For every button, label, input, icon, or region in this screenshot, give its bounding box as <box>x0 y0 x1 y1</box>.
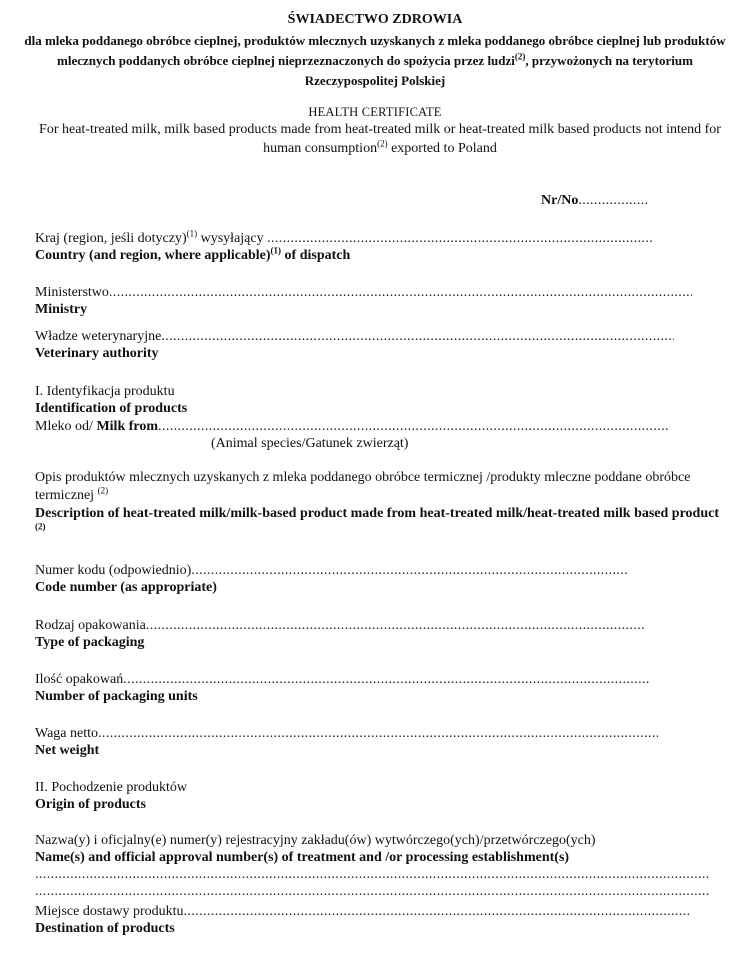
fill-line <box>109 284 692 302</box>
code-label-en: Code number (as appropriate) <box>35 580 217 595</box>
country-label-en-text: Country (and region, where applicable) <box>35 248 271 263</box>
destination-label-pl: Miejsce dostawy produktu <box>35 904 184 919</box>
fill-line <box>191 562 629 580</box>
title-english: HEALTH CERTIFICATE <box>308 105 442 119</box>
milk-from-field[interactable] <box>35 418 668 436</box>
fill-line <box>161 328 674 346</box>
units-label-en: Number of packaging units <box>35 689 198 704</box>
units-label-pl: Ilość opakowań <box>35 672 124 687</box>
subtitle-english <box>20 120 740 158</box>
footnote-ref: (2) <box>514 51 526 62</box>
footnote-ref: (2) <box>377 138 388 149</box>
certificate-number-field[interactable] <box>541 193 648 209</box>
certificate-number-label: Nr/No <box>541 193 579 208</box>
footnote-ref: (1) <box>270 245 282 256</box>
description-label-pl <box>35 469 720 505</box>
subtitle-english-end: exported to Poland <box>387 141 497 156</box>
footnote-ref: (2) <box>35 521 46 532</box>
destination-field[interactable] <box>35 903 689 921</box>
packaging-label-en: Type of packaging <box>35 635 145 650</box>
packaging-units-field[interactable] <box>35 671 650 689</box>
packaging-label-pl: Rodzaj opakowania <box>35 618 146 633</box>
ministry-label-pl: Ministerstwo <box>35 285 109 300</box>
establishment-field-line-2[interactable] <box>35 883 710 901</box>
fill-line <box>184 903 689 921</box>
subtitle-polish-text: dla mleka poddanego obróbce cieplnej, produktów mlecznych uzyskanych z mleka poddanego obróbce cieplnej lub produktów mlecznych poddanych obróbce cieplnej nieprzeznaczonych do spożycia przez ludzi <box>24 33 726 68</box>
description-label-en-text: Description of heat-treated milk/milk-based product made from heat-treated milk/heat-treated milk based product <box>35 506 720 521</box>
subtitle-english-text: For heat-treated milk, milk based products made from heat-treated milk or heat-treated milk based products not intend for human consumption <box>39 122 721 156</box>
subtitle-polish-end: , przywożonych na terytorium Rzeczypospolitej Polskiej <box>304 53 693 88</box>
country-label-en <box>35 247 350 265</box>
subtitle-polish <box>20 31 730 91</box>
establishment-field-line-1[interactable] <box>35 866 710 884</box>
fill-line <box>267 230 653 248</box>
fill-line <box>98 725 658 743</box>
fill-line <box>578 193 648 209</box>
fill-line <box>35 883 710 901</box>
establishment-label-pl: Nazwa(y) i oficjalny(e) numer(y) rejestracyjny zakładu(ów) wytwórczego(ych)/przetwórczego(ych) <box>35 833 596 848</box>
fill-line <box>123 671 650 689</box>
country-label-en-end: of dispatch <box>281 248 351 263</box>
footnote-ref: (2) <box>97 485 109 496</box>
packaging-type-field[interactable] <box>35 617 644 635</box>
fill-line <box>35 866 710 884</box>
section-2-heading-pl: II. Pochodzenie produktów <box>35 780 188 795</box>
section-2-heading-en: Origin of products <box>35 797 146 812</box>
weight-label-en: Net weight <box>35 743 100 758</box>
fill-line <box>146 617 644 635</box>
country-field[interactable] <box>35 230 653 248</box>
description-label-pl-text: Opis produktów mlecznych uzyskanych z mleka poddanego obróbce termicznej /produkty mleczne poddane obróbce termicznej <box>35 470 691 503</box>
title-polish: ŚWIADECTWO ZDROWIA <box>287 12 463 27</box>
net-weight-field[interactable] <box>35 725 658 743</box>
destination-label-en: Destination of products <box>35 921 175 936</box>
ministry-label-en: Ministry <box>35 302 88 317</box>
footnote-ref: (1) <box>186 228 198 239</box>
description-label-en <box>35 505 720 541</box>
ministry-field[interactable] <box>35 284 692 302</box>
weight-label-pl: Waga netto <box>35 726 99 741</box>
country-label-pl: Kraj (region, jeśli dotyczy) <box>35 231 187 246</box>
fill-line <box>158 418 668 436</box>
animal-species-hint: (Animal species/Gatunek zwierząt) <box>211 436 409 451</box>
vet-label-pl: Władze weterynaryjne <box>35 329 162 344</box>
vet-authority-field[interactable] <box>35 328 674 346</box>
milk-label-pl: Mleko od/ <box>35 419 97 434</box>
code-label-pl: Numer kodu (odpowiednio) <box>35 563 192 578</box>
section-1-heading-en: Identification of products <box>35 401 188 416</box>
establishment-label-en: Name(s) and official approval number(s) of treatment and /or processing establishment(s) <box>35 850 570 865</box>
country-label-pl-end: wysyłający <box>197 231 268 246</box>
milk-label-en: Milk from <box>96 419 159 434</box>
code-number-field[interactable] <box>35 562 629 580</box>
section-1-heading-pl: I. Identyfikacja produktu <box>35 384 175 399</box>
vet-label-en: Veterinary authority <box>35 346 159 361</box>
